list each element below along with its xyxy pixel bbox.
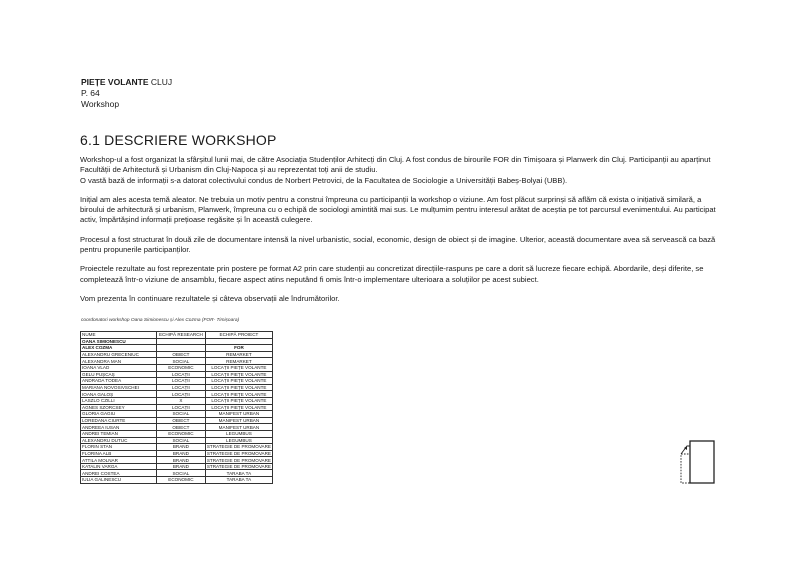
cell-research-team: LOCAȚII [156, 378, 205, 385]
table-row [81, 404, 273, 411]
project-name-bold: PIEȚE VOLANTE [81, 77, 149, 87]
table-row [81, 457, 273, 464]
cell-project-team: LOCAȚII PIEȚE VOLANTE [205, 404, 272, 411]
cell-name: IOANA VLAD [81, 364, 157, 371]
cell-project-team: LEGUMBUS [205, 437, 272, 444]
team-table [80, 331, 273, 484]
folded-page-icon [678, 438, 718, 486]
cell-name: OANA SIMIONESCU [81, 338, 157, 345]
cell-project-team: LOCAȚII PIEȚE VOLANTE [205, 391, 272, 398]
page-number: P. 64 [81, 88, 100, 98]
cell-name: ALEXANDRA MAN [81, 358, 157, 365]
table-row [81, 397, 273, 404]
cell-research-team: OBIECT [156, 424, 205, 431]
project-city: CLUJ [148, 77, 173, 87]
cell-name: FLORINA ALB [81, 450, 157, 457]
cell-research-team: LOCAȚII [156, 404, 205, 411]
cell-name: LASZLO CZILLI [81, 397, 157, 404]
cell-research-team: BRAND [156, 463, 205, 470]
cell-project-team: LEGUMBUS [205, 430, 272, 437]
table-row [81, 371, 273, 378]
cell-project-team: MANIFEST URBAN [205, 424, 272, 431]
cell-research-team [156, 345, 205, 352]
table-row [81, 450, 273, 457]
table-header-row [81, 332, 273, 339]
cell-name: ALEXANDRU DUTUC [81, 437, 157, 444]
cell-research-team: OBIECT [156, 351, 205, 358]
cell-research-team [156, 338, 205, 345]
project-name [81, 77, 172, 88]
table-row [81, 338, 273, 345]
cell-name: MARIANA NOVOSIVSCHEI [81, 384, 157, 391]
table-row [81, 477, 273, 484]
cell-name: ANDREI TEMIAN [81, 430, 157, 437]
cell-project-team: LOCAȚII PIEȚE VOLANTE [205, 364, 272, 371]
cell-name: ATTILA MOLNAR [81, 457, 157, 464]
cell-research-team: BRAND [156, 450, 205, 457]
table-row [81, 437, 273, 444]
cell-name: ALEX COZMA [81, 345, 157, 352]
cell-name: ANDREI COSTEA [81, 470, 157, 477]
cell-name: IOANA GALOȘ [81, 391, 157, 398]
table-row [81, 345, 273, 352]
cell-project-team [205, 338, 272, 345]
section-name: Workshop [81, 99, 120, 109]
table-row [81, 463, 273, 470]
cell-research-team: ECONOMIC [156, 364, 205, 371]
table-row [81, 444, 273, 451]
column-header-research: ECHIPĂ RESEARCH [156, 332, 205, 339]
cell-project-team: STRATEGIE DE PROMOVARE [206, 464, 271, 470]
cell-name: IULIA GALINESCU [81, 477, 157, 484]
cell-project-team: REMARKET [205, 351, 272, 358]
cell-research-team: LOCAȚII [156, 371, 205, 378]
paragraph: Workshop-ul a fost organizat la sfârșitul lunii mai, de către Asociația Studenților Arhitecți din Cluj. A fost condus de birourile FOR din Timișoara și Planwerk din Cluj. Participanții au aparținut Facultății de Arhitectură și Urbanism din Cluj-Napoca și au reprezentat toți anii de studiu. O vastă bază de informații s-a datorat colectivului condus de Norbert Petrovici, de la Facultatea de Sociologie a Universității Babeș-Bolyai (UBB). [80, 155, 711, 185]
cell-research-team: SOCIAL [156, 437, 205, 444]
cell-name: ANDRADA TODEA [81, 378, 157, 385]
paragraph: Vom prezenta în continuare rezultatele și câteva observații ale îndrumătorilor. [80, 293, 340, 303]
cell-research-team: BRAND [156, 444, 205, 451]
cell-name: GELU PUȘCAȘ [81, 371, 157, 378]
cell-project-team: STRATEGIE DE PROMOVARE [206, 444, 271, 450]
table-row [81, 470, 273, 477]
table-row [81, 430, 273, 437]
table-caption: coordonatori workshop Oana Simionescu și Alex Cozma (FOR- Timișoara) [81, 318, 240, 323]
column-header-name: NUME [81, 332, 157, 339]
table-row [81, 351, 273, 358]
cell-project-team: FOR [205, 345, 272, 352]
table-row [81, 384, 273, 391]
paragraph: Procesul a fost structurat în două zile de documentare intensă la nivel urbanistic, social, economic, design de obiect și de imagine. Ulterior, această documentare avea să servească ca bază pentru propunerile participanților. [80, 234, 716, 255]
cell-research-team: LOCAȚII [156, 391, 205, 398]
cell-project-team: LOCAȚII PIEȚE VOLANTE [205, 371, 272, 378]
cell-name: GLORIA GAGIU [81, 411, 157, 418]
table-row [81, 358, 273, 365]
cell-research-team: BRAND [156, 457, 205, 464]
cell-research-team: ECONOMIC [156, 430, 205, 437]
cell-project-team: REMARKET [205, 358, 272, 365]
cell-project-team: TARABA TA [205, 470, 272, 477]
table-row [81, 378, 273, 385]
cell-name: ANDREEA IUSAN [81, 424, 157, 431]
cell-project-team: MANIFEST URBAN [205, 417, 272, 424]
cell-research-team: SOCIAL [156, 358, 205, 365]
cell-name: KATALIN VARGA [81, 463, 157, 470]
cell-project-team: TARABA TA [205, 477, 272, 484]
cell-name: LOREDANA CIURTE [81, 417, 157, 424]
page-title: 6.1 DESCRIERE WORKSHOP [80, 132, 277, 148]
cell-research-team: SOCIAL [156, 411, 205, 418]
table-row [81, 391, 273, 398]
cell-project-team: LOCAȚII PIEȚE VOLANTE [205, 397, 272, 404]
cell-project-team: LOCAȚII PIEȚE VOLANTE [205, 384, 272, 391]
table-row [81, 417, 273, 424]
cell-project-team: MANIFEST URBAN [205, 411, 272, 418]
cell-research-team: X [156, 397, 205, 404]
cell-research-team: OBIECT [156, 417, 205, 424]
paragraph: Inițial am ales acesta temă aleator. Ne trebuia un motiv pentru a construi împreuna cu participanții la workshop o viziune. Am fost plăcut surprinși să aflăm că exista o inițiativă similară, a biroului de arhitectură și urbanism, Planwerk, împreuna cu o echipă de sociologi amintită mai sus. Le mulțumim pentru interesul arătat de aceștia pe tot parcursul evenimentului. Au participat activ, împărtășind informații prețioase regăsite și în această culegere. [80, 194, 716, 225]
paragraph: Proiectele rezultate au fost reprezentate prin postere pe format A2 prin care studenții au concretizat direcțiile-raspuns pe care a dorit să lucreze fiecare echipă. Abordarile, deși diferite, se completează într-o viziune de ansamblu, fiecare aspect atins neputând fi omis într-o implementare ulterioara a soluțiilor pe acest subiect. [80, 264, 704, 284]
body-text [80, 155, 720, 313]
cell-name: FLORIN STAN [81, 444, 157, 451]
table-row [81, 411, 273, 418]
page-header [81, 77, 172, 110]
cell-name: ALEXANDRU GRECENIUC [81, 351, 157, 358]
cell-name: AGNES SZORCSEY [81, 404, 157, 411]
cell-research-team: LOCAȚII [156, 384, 205, 391]
cell-project-team: STRATEGIE DE PROMOVARE [206, 457, 271, 463]
cell-project-team: LOCAȚII PIEȚE VOLANTE [205, 378, 272, 385]
cell-project-team: STRATEGIE DE PROMOVARE [206, 450, 271, 456]
cell-research-team: SOCIAL [156, 470, 205, 477]
cell-research-team: ECONOMIC [156, 477, 205, 484]
table-row [81, 364, 273, 371]
table-row [81, 424, 273, 431]
column-header-project: ECHIPĂ PROIECT [205, 332, 272, 339]
